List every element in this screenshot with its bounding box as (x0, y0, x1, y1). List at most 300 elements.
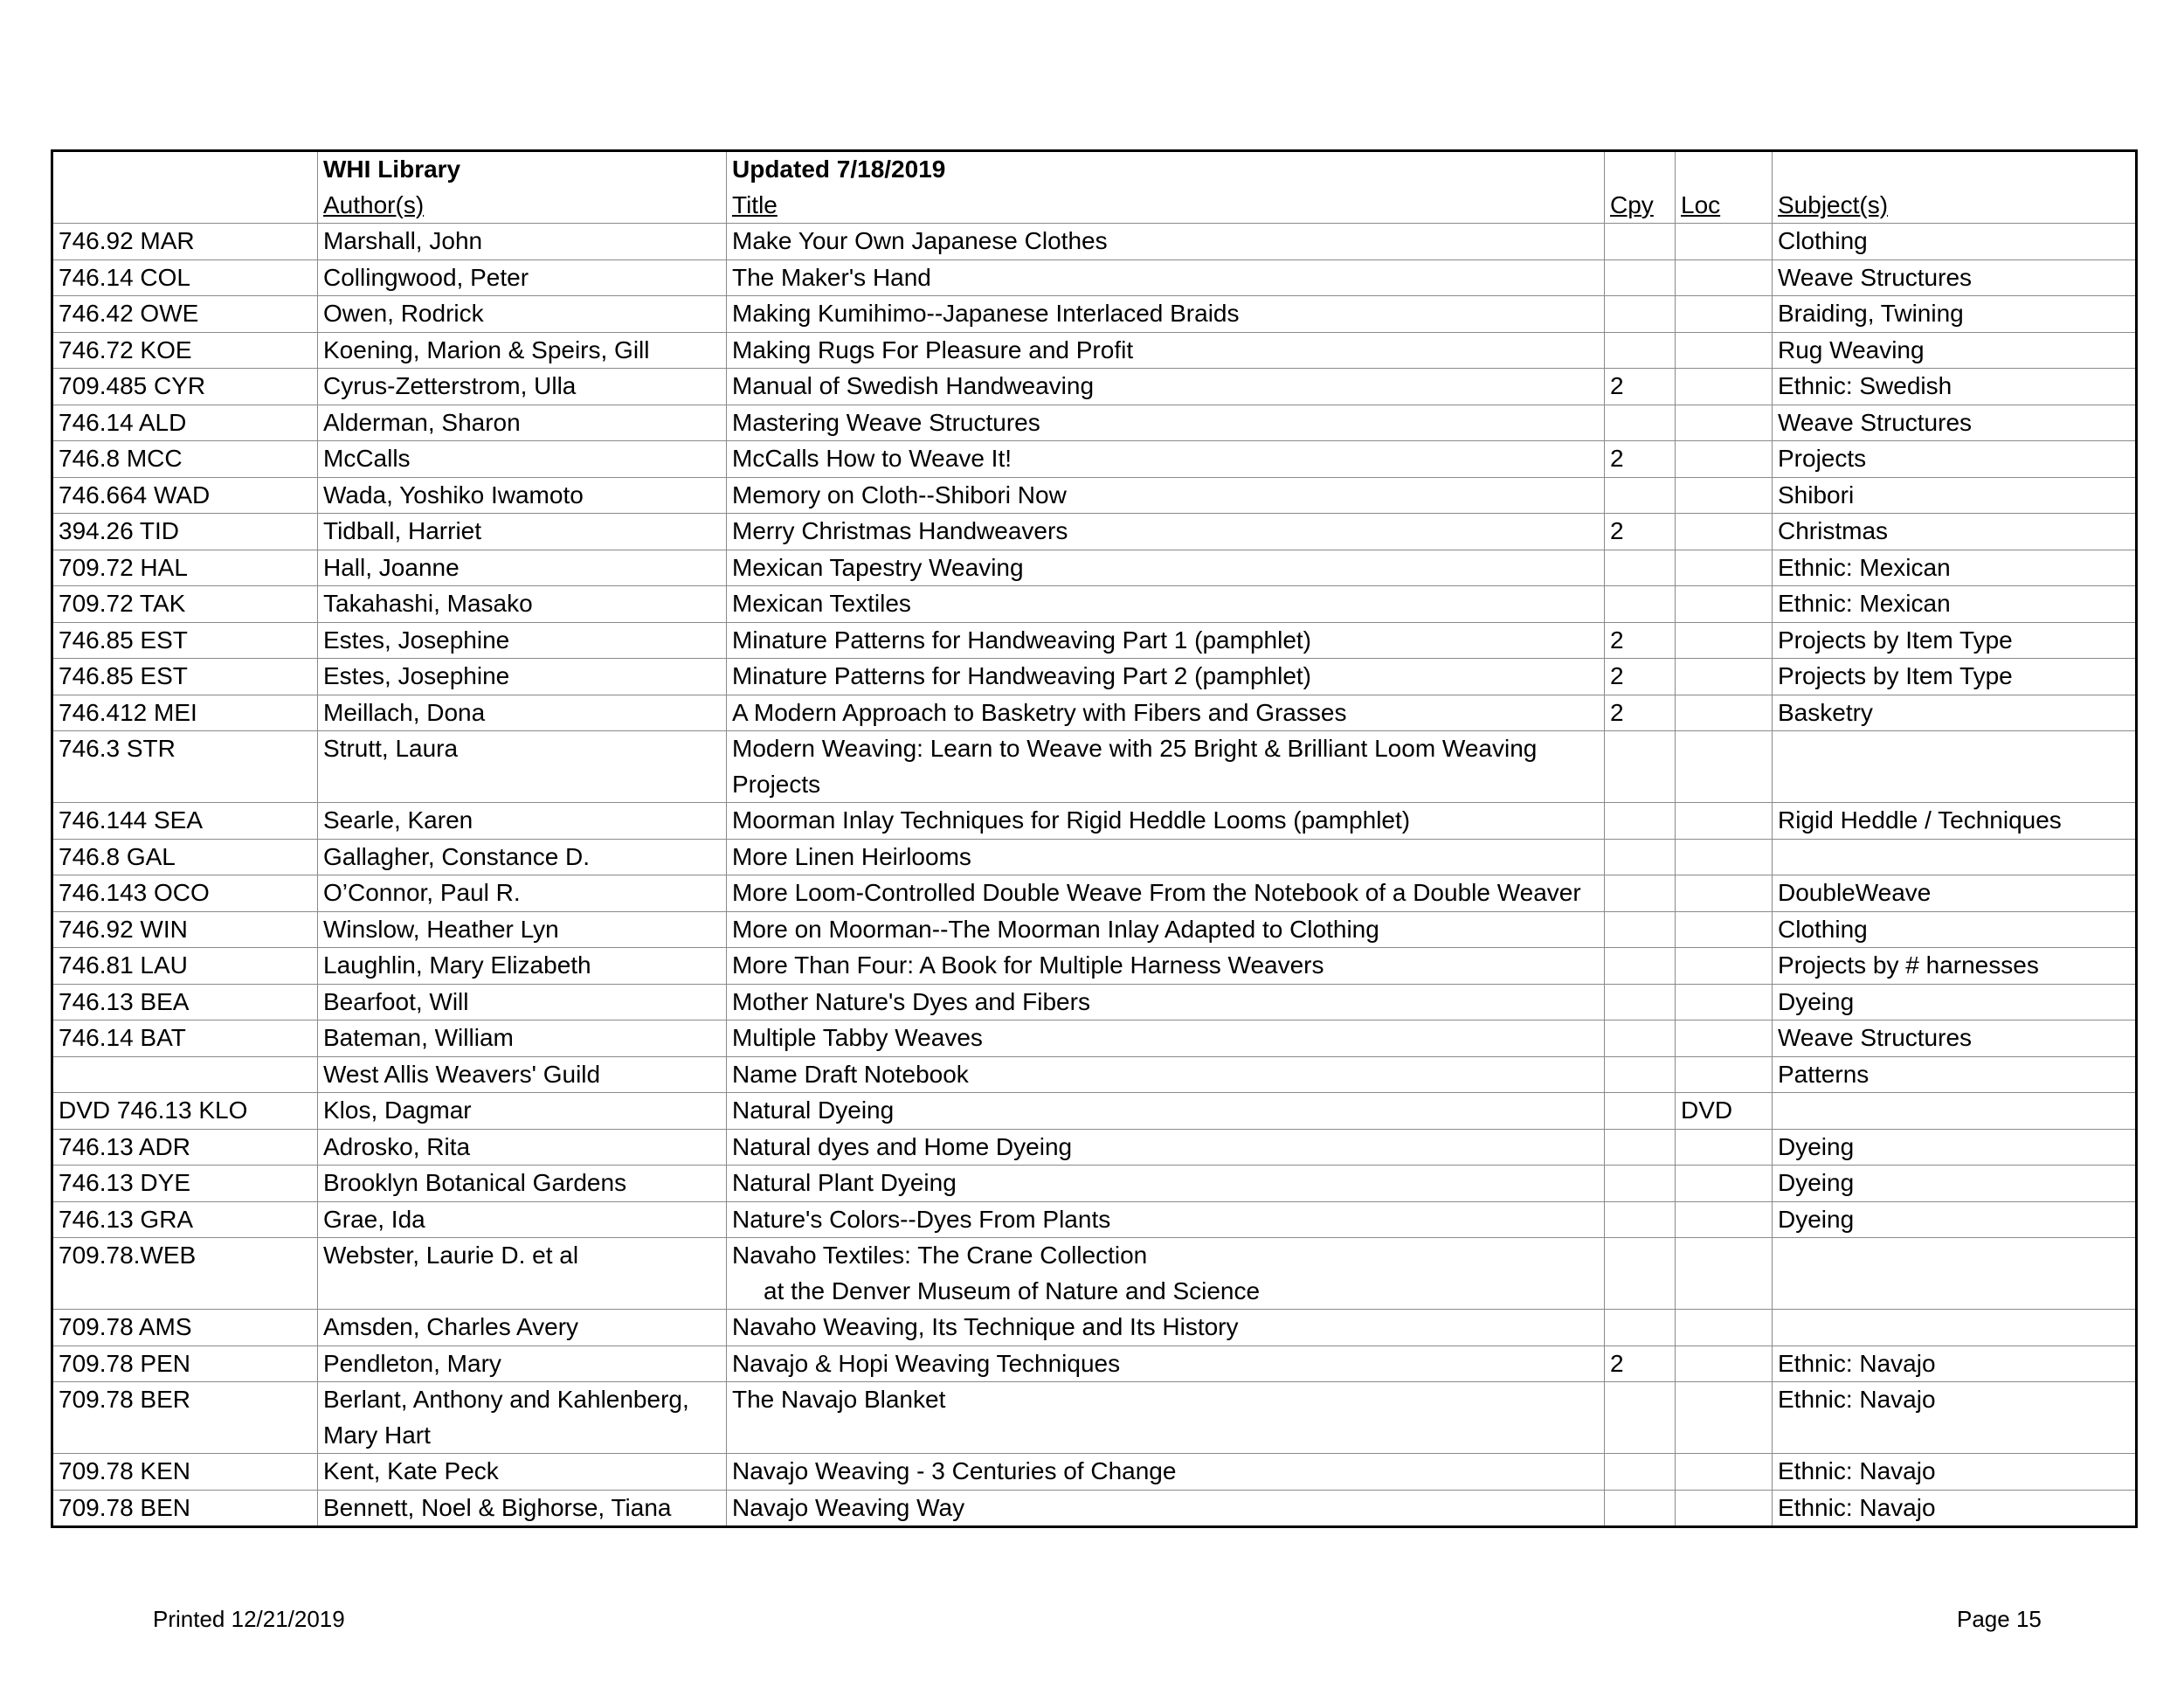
title-continuation-text: at the Denver Museum of Nature and Science (764, 1276, 1261, 1304)
cell-subject (1773, 1056, 2137, 1093)
cell-location (1676, 332, 1773, 369)
cell-call-number (52, 369, 318, 405)
cell-subject (1773, 1310, 2137, 1346)
cell-author (318, 839, 727, 875)
title-text: Multiple Tabby Weaves (732, 1024, 983, 1051)
column-header-title: Title (727, 188, 1605, 224)
call-number-text: 709.78.WEB (59, 1242, 197, 1269)
cell-call-number (52, 695, 318, 731)
cell-copies (1605, 803, 1676, 840)
cell-author (318, 1129, 727, 1166)
printed-date: Printed 12/21/2019 (153, 1606, 345, 1632)
cell-call-number (52, 948, 318, 985)
subject-text: Basketry (1778, 698, 1873, 726)
table-row (52, 369, 2137, 405)
cell-location (1676, 550, 1773, 586)
cell-author (318, 1310, 727, 1346)
author-text: Owen, Rodrick (323, 300, 484, 327)
call-number-text: 746.92 WIN (59, 915, 188, 943)
table-row (52, 622, 2137, 659)
author-text: Bateman, William (323, 1024, 514, 1051)
author-text: Strutt, Laura (323, 735, 459, 762)
subject-text: Ethnic: Navajo (1778, 1457, 1936, 1484)
cell-subject (1773, 839, 2137, 875)
table-row (52, 1056, 2137, 1093)
column-header-subject: Subject(s) (1773, 188, 2137, 224)
title-text: A Modern Approach to Basketry with Fibers and Grasses (732, 698, 1347, 726)
call-number-text: 709.485 CYR (59, 372, 206, 399)
cell-title (727, 1129, 1605, 1166)
cell-author (318, 911, 727, 948)
table-row (52, 224, 2137, 260)
cell-title (727, 332, 1605, 369)
author-text: Grae, Ida (323, 1205, 425, 1233)
cell-call-number (52, 1056, 318, 1093)
author-text: Wada, Yoshiko Iwamoto (323, 481, 584, 508)
column-header-loc: Loc (1676, 188, 1773, 224)
cell-copies (1605, 586, 1676, 623)
author-text: Estes, Josephine (323, 626, 510, 654)
cell-call-number (52, 911, 318, 948)
author-text: Hall, Joanne (323, 553, 460, 581)
cell-title (727, 803, 1605, 840)
author-text: Collingwood, Peter (323, 263, 529, 291)
cell-author (318, 296, 727, 333)
title-text: McCalls How to Weave It! (732, 445, 1013, 472)
cell-subject (1773, 550, 2137, 586)
author-text: Cyrus-Zetterstrom, Ulla (323, 372, 577, 399)
cell-location (1676, 875, 1773, 912)
cell-title (727, 1490, 1605, 1527)
title-text: Natural dyes and Home Dyeing (732, 1132, 1073, 1160)
table-row (52, 1166, 2137, 1202)
call-number-text: 746.13 GRA (59, 1205, 194, 1233)
call-number-text: 746.14 COL (59, 263, 190, 291)
copies-text: 2 (1610, 1349, 1624, 1377)
title-text: More Than Four: A Book for Multiple Harness Weavers (732, 951, 1324, 979)
cell-location (1676, 803, 1773, 840)
cell-call-number (52, 1454, 318, 1491)
cell-title (727, 622, 1605, 659)
title-text: Mastering Weave Structures (732, 408, 1040, 436)
title-text: Moorman Inlay Techniques for Rigid Heddle Looms (pamphlet) (732, 806, 1411, 834)
cell-author (318, 259, 727, 296)
cell-copies (1605, 622, 1676, 659)
cell-author (318, 1166, 727, 1202)
table-row (52, 911, 2137, 948)
cell-author (318, 622, 727, 659)
title-text: Navajo & Hopi Weaving Techniques (732, 1349, 1121, 1377)
table-row (52, 477, 2137, 514)
cell-location (1676, 1166, 1773, 1202)
cell-title (727, 731, 1605, 803)
cell-call-number (52, 1093, 318, 1130)
cell-call-number (52, 259, 318, 296)
cell-subject (1773, 622, 2137, 659)
subject-text: Patterns (1778, 1060, 1870, 1088)
title-text: Minature Patterns for Handweaving Part 2 (pamphlet) (732, 662, 1311, 689)
cell-copies (1605, 296, 1676, 333)
cell-subject (1773, 369, 2137, 405)
table-row (52, 441, 2137, 478)
cell-call-number (52, 550, 318, 586)
call-number-text: 709.78 KEN (59, 1457, 190, 1484)
table-row (52, 948, 2137, 985)
cell-subject (1773, 514, 2137, 550)
cell-location (1676, 1056, 1773, 1093)
cell-author (318, 695, 727, 731)
cell-copies (1605, 659, 1676, 695)
cell-copies (1605, 224, 1676, 260)
cell-location (1676, 1129, 1773, 1166)
call-number-text: 746.8 MCC (59, 445, 183, 472)
subject-text: Projects by Item Type (1778, 662, 2013, 689)
cell-call-number (52, 1201, 318, 1238)
cell-call-number (52, 1382, 318, 1454)
cell-location (1676, 1201, 1773, 1238)
cell-copies (1605, 1020, 1676, 1057)
cell-author (318, 332, 727, 369)
cell-location (1676, 1238, 1773, 1310)
subject-text: Rigid Heddle / Techniques (1778, 806, 2062, 834)
table-row (52, 803, 2137, 840)
cell-title (727, 514, 1605, 550)
column-header-cpy: Cpy (1605, 188, 1676, 224)
cell-copies (1605, 839, 1676, 875)
table-row (52, 839, 2137, 875)
cell-location (1676, 405, 1773, 441)
cell-title (727, 224, 1605, 260)
copies-text: 2 (1610, 517, 1624, 544)
cell-copies (1605, 1093, 1676, 1130)
call-number-text: 709.78 BEN (59, 1493, 190, 1521)
cell-title (727, 1310, 1605, 1346)
author-text: Webster, Laurie D. et al (323, 1242, 579, 1269)
title-text: Manual of Swedish Handweaving (732, 372, 1095, 399)
cell-title (727, 839, 1605, 875)
cell-subject (1773, 948, 2137, 985)
table-row (52, 695, 2137, 731)
cell-title (727, 259, 1605, 296)
cell-subject (1773, 477, 2137, 514)
call-number-text: 709.72 HAL (59, 553, 188, 581)
title-text: The Maker's Hand (732, 263, 931, 291)
cell-author (318, 1346, 727, 1382)
table-row (52, 875, 2137, 912)
cell-copies (1605, 1201, 1676, 1238)
cell-author (318, 1490, 727, 1527)
cell-location (1676, 296, 1773, 333)
call-number-text: 746.85 EST (59, 626, 188, 654)
author-text: Gallagher, Constance D. (323, 842, 591, 870)
cell-title (727, 369, 1605, 405)
title-text: Minature Patterns for Handweaving Part 1 (pamphlet) (732, 626, 1311, 654)
title-text: More Loom-Controlled Double Weave From the Notebook of a Double Weaver (732, 879, 1581, 906)
cell-copies (1605, 1238, 1676, 1310)
table-row (52, 659, 2137, 695)
subject-text: Ethnic: Navajo (1778, 1386, 1936, 1413)
subject-text: DoubleWeave (1778, 879, 1932, 906)
cell-call-number (52, 659, 318, 695)
call-number-text: 746.14 BAT (59, 1024, 186, 1051)
subject-text: Weave Structures (1778, 263, 1973, 291)
call-number-text: 746.13 ADR (59, 1132, 190, 1160)
cell-author (318, 1056, 727, 1093)
call-number-text: 746.14 ALD (59, 408, 187, 436)
title-text: More on Moorman--The Moorman Inlay Adapted to Clothing (732, 915, 1379, 943)
cell-location (1676, 514, 1773, 550)
cell-location (1676, 695, 1773, 731)
cell-subject (1773, 1166, 2137, 1202)
call-number-text: 709.78 BER (59, 1386, 190, 1413)
subject-text: Weave Structures (1778, 408, 1973, 436)
copies-text: 2 (1610, 372, 1624, 399)
cell-subject (1773, 1238, 2137, 1310)
cell-copies (1605, 1382, 1676, 1454)
table-row (52, 1454, 2137, 1491)
cell-call-number (52, 1310, 318, 1346)
cell-title (727, 1382, 1605, 1454)
column-header-call (52, 188, 318, 224)
call-number-text: 746.3 STR (59, 735, 176, 762)
cell-subject (1773, 332, 2137, 369)
cell-location (1676, 1020, 1773, 1057)
cell-call-number (52, 622, 318, 659)
cell-copies (1605, 477, 1676, 514)
subject-text: Clothing (1778, 227, 1868, 254)
library-name: WHI Library (318, 151, 727, 188)
cell-author (318, 1238, 727, 1310)
title-text: Nature's Colors--Dyes From Plants (732, 1205, 1111, 1233)
subject-text: Weave Structures (1778, 1024, 1973, 1051)
call-number-text: 746.81 LAU (59, 951, 188, 979)
subject-text: Ethnic: Swedish (1778, 372, 1952, 399)
cell-subject (1773, 441, 2137, 478)
subject-text: Clothing (1778, 915, 1868, 943)
call-number-text: 709.72 TAK (59, 590, 186, 617)
table-row (52, 1346, 2137, 1382)
cell-copies (1605, 441, 1676, 478)
table-row (52, 405, 2137, 441)
column-header-author: Author(s) (318, 188, 727, 224)
cell-title (727, 477, 1605, 514)
cell-location (1676, 369, 1773, 405)
author-text: Brooklyn Botanical Gardens (323, 1169, 627, 1196)
title-text: More Linen Heirlooms (732, 842, 971, 870)
cell-copies (1605, 1310, 1676, 1346)
cell-copies (1605, 514, 1676, 550)
cell-subject (1773, 1129, 2137, 1166)
table-row (52, 1093, 2137, 1130)
call-number-text: 746.143 OCO (59, 879, 210, 906)
subject-text: Rug Weaving (1778, 336, 1925, 363)
cell-author (318, 1201, 727, 1238)
cell-author (318, 586, 727, 623)
cell-title (727, 1454, 1605, 1491)
cell-author (318, 659, 727, 695)
cell-author (318, 875, 727, 912)
table-row (52, 296, 2137, 333)
call-number-text: 746.85 EST (59, 662, 188, 689)
cell-copies (1605, 984, 1676, 1020)
cell-subject (1773, 259, 2137, 296)
cell-subject (1773, 659, 2137, 695)
cell-call-number (52, 514, 318, 550)
title-text: Modern Weaving: Learn to Weave with 25 Bright & Brilliant Loom Weaving Projects (732, 735, 1538, 798)
subject-text: Ethnic: Navajo (1778, 1349, 1936, 1377)
author-text: Searle, Karen (323, 806, 473, 834)
copies-text: 2 (1610, 698, 1624, 726)
call-number-text: 746.144 SEA (59, 806, 204, 834)
call-number-text: 746.412 MEI (59, 698, 197, 726)
cell-copies (1605, 332, 1676, 369)
table-row (52, 586, 2137, 623)
cell-author (318, 477, 727, 514)
title-text: Mother Nature's Dyes and Fibers (732, 987, 1090, 1015)
cell-title (727, 550, 1605, 586)
author-text: West Allis Weavers' Guild (323, 1060, 601, 1088)
cell-copies (1605, 1129, 1676, 1166)
library-catalog-table (51, 149, 2138, 1528)
table-row (52, 731, 2137, 803)
cell-copies (1605, 369, 1676, 405)
column-header-row (52, 188, 2137, 224)
cell-title (727, 1166, 1605, 1202)
cell-author (318, 405, 727, 441)
call-number-text: 746.92 MAR (59, 227, 195, 254)
call-number-text: 746.8 GAL (59, 842, 176, 870)
author-text: Winslow, Heather Lyn (323, 915, 559, 943)
author-text: Alderman, Sharon (323, 408, 521, 436)
table-row (52, 1201, 2137, 1238)
cell-copies (1605, 911, 1676, 948)
cell-copies (1605, 1490, 1676, 1527)
cell-title (727, 586, 1605, 623)
author-text: Adrosko, Rita (323, 1132, 471, 1160)
author-text: McCalls (323, 445, 411, 472)
cell-subject (1773, 1346, 2137, 1382)
cell-title (727, 1346, 1605, 1382)
cell-subject (1773, 803, 2137, 840)
cell-copies (1605, 259, 1676, 296)
cell-call-number (52, 1346, 318, 1382)
cell-subject (1773, 1093, 2137, 1130)
header-blank-cell (52, 151, 318, 188)
cell-location (1676, 622, 1773, 659)
call-number-text: 709.78 AMS (59, 1313, 192, 1340)
title-text: Navajo Weaving - 3 Centuries of Change (732, 1457, 1177, 1484)
title-text: The Navajo Blanket (732, 1386, 946, 1413)
author-text: Estes, Josephine (323, 662, 510, 689)
cell-subject (1773, 405, 2137, 441)
cell-location (1676, 948, 1773, 985)
cell-location (1676, 731, 1773, 803)
title-text: Making Rugs For Pleasure and Profit (732, 336, 1134, 363)
subject-text: Dyeing (1778, 987, 1855, 1015)
subject-text: Dyeing (1778, 1132, 1855, 1160)
cell-location (1676, 477, 1773, 514)
cell-subject (1773, 984, 2137, 1020)
cell-copies (1605, 405, 1676, 441)
subject-text: Projects by # harnesses (1778, 951, 2039, 979)
cell-location (1676, 1310, 1773, 1346)
copies-text: 2 (1610, 626, 1624, 654)
cell-call-number (52, 1020, 318, 1057)
cell-call-number (52, 332, 318, 369)
cell-title (727, 296, 1605, 333)
cell-subject (1773, 875, 2137, 912)
cell-title (727, 948, 1605, 985)
title-text: Mexican Textiles (732, 590, 911, 617)
title-text: Natural Dyeing (732, 1097, 895, 1124)
cell-author (318, 984, 727, 1020)
cell-author (318, 1382, 727, 1454)
author-text: Bennett, Noel & Bighorse, Tiana (323, 1493, 672, 1521)
subject-text: Braiding, Twining (1778, 300, 1964, 327)
cell-call-number (52, 803, 318, 840)
author-text: Marshall, John (323, 227, 483, 254)
cell-subject (1773, 1382, 2137, 1454)
cell-subject (1773, 1020, 2137, 1057)
cell-title (727, 659, 1605, 695)
cell-copies (1605, 1056, 1676, 1093)
title-text: Navaho Weaving, Its Technique and Its History (732, 1313, 1239, 1340)
cell-call-number (52, 1166, 318, 1202)
location-text: DVD (1681, 1097, 1733, 1124)
call-number-text: 746.13 DYE (59, 1169, 190, 1196)
title-text: Make Your Own Japanese Clothes (732, 227, 1108, 254)
cell-copies (1605, 1166, 1676, 1202)
cell-copies (1605, 695, 1676, 731)
cell-subject (1773, 586, 2137, 623)
cell-subject (1773, 911, 2137, 948)
subject-text: Ethnic: Mexican (1778, 553, 1951, 581)
table-row (52, 1020, 2137, 1057)
copies-text: 2 (1610, 662, 1624, 689)
cell-subject (1773, 695, 2137, 731)
cell-call-number (52, 405, 318, 441)
cell-location (1676, 839, 1773, 875)
cell-title (727, 1201, 1605, 1238)
table-row (52, 1490, 2137, 1527)
table-row (52, 550, 2137, 586)
cell-call-number (52, 984, 318, 1020)
title-text: Navajo Weaving Way (732, 1493, 965, 1521)
cell-call-number (52, 839, 318, 875)
author-text: O’Connor, Paul R. (323, 879, 521, 906)
author-text: Kent, Kate Peck (323, 1457, 499, 1484)
title-text: Natural Plant Dyeing (732, 1169, 957, 1196)
subject-text: Projects (1778, 445, 1867, 472)
cell-author (318, 1093, 727, 1130)
title-text: Navaho Textiles: The Crane Collection (732, 1242, 1148, 1269)
subject-text: Ethnic: Navajo (1778, 1493, 1936, 1521)
cell-call-number (52, 296, 318, 333)
cell-location (1676, 1346, 1773, 1382)
cell-author (318, 731, 727, 803)
table-row (52, 1129, 2137, 1166)
cell-author (318, 948, 727, 985)
header-row (52, 151, 2137, 188)
cell-title (727, 695, 1605, 731)
title-text: Making Kumihimo--Japanese Interlaced Braids (732, 300, 1240, 327)
author-text: Laughlin, Mary Elizabeth (323, 951, 591, 979)
title-text: Name Draft Notebook (732, 1060, 969, 1088)
subject-text: Ethnic: Mexican (1778, 590, 1951, 617)
author-text: Koening, Marion & Speirs, Gill (323, 336, 650, 363)
cell-call-number (52, 441, 318, 478)
cell-author (318, 1020, 727, 1057)
